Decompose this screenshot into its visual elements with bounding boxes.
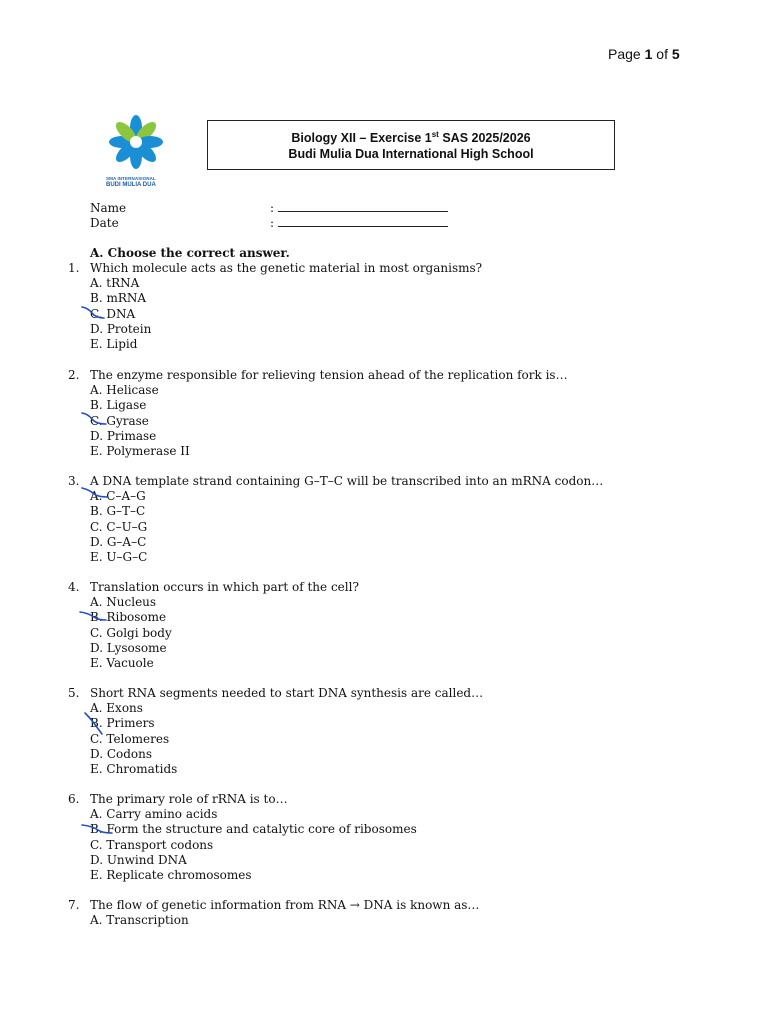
- question-text: The primary role of rRNA is to…: [90, 792, 288, 806]
- name-blank[interactable]: [278, 201, 448, 212]
- question-number: 3.: [68, 474, 80, 488]
- question: [68, 261, 482, 352]
- answer-check-mark: [80, 485, 110, 501]
- question-text: Which molecule acts as the genetic material in most organisms?: [90, 261, 483, 275]
- option[interactable]: E. U–G–C: [90, 550, 148, 565]
- question-text: Short RNA segments needed to start DNA synthesis are called…: [90, 686, 484, 700]
- option[interactable]: A. Carry amino acids: [90, 807, 218, 822]
- option[interactable]: A. tRNA: [90, 276, 140, 291]
- header-school: Budi Mulia Dua International High School: [288, 147, 534, 162]
- option[interactable]: C. C–U–G: [90, 519, 148, 534]
- logo-caption-main: BUDI MULIA DUA: [106, 182, 156, 188]
- option[interactable]: D. Lysosome: [90, 640, 167, 655]
- name-field[interactable]: Name :: [90, 201, 448, 215]
- page-total: 5: [671, 46, 680, 62]
- option[interactable]: E. Replicate chromosomes: [90, 868, 252, 883]
- page-number: [608, 46, 680, 62]
- option[interactable]: C. Transport codons: [90, 837, 214, 852]
- question-number: 1.: [68, 261, 80, 275]
- header-box: [207, 120, 615, 170]
- option[interactable]: D. Codons: [90, 746, 153, 761]
- question-text: A DNA template strand containing G–T–C will be transcribed into an mRNA codon…: [90, 474, 604, 488]
- option[interactable]: B. Primers: [90, 716, 155, 731]
- question: [68, 686, 483, 777]
- date-blank[interactable]: [278, 216, 448, 227]
- option[interactable]: B. Ribosome: [90, 610, 167, 625]
- option[interactable]: B. Form the structure and catalytic core of ribosomes: [90, 822, 417, 837]
- option[interactable]: B. mRNA: [90, 291, 147, 306]
- date-field[interactable]: Date :: [90, 216, 448, 230]
- page-of: of: [656, 46, 668, 62]
- section-title: A. Choose the correct answer.: [90, 246, 290, 260]
- question-number: 7.: [68, 898, 80, 912]
- option[interactable]: A. C–A–G: [90, 489, 146, 504]
- page-label: Page: [608, 46, 641, 62]
- option[interactable]: E. Polymerase II: [90, 444, 190, 459]
- question-text: The enzyme responsible for relieving tension ahead of the replication fork is…: [90, 368, 568, 382]
- option[interactable]: D. G–A–C: [90, 534, 147, 549]
- answer-check-mark: [78, 608, 108, 624]
- question-number: 6.: [68, 792, 80, 806]
- question-text: Translation occurs in which part of the cell?: [90, 580, 359, 594]
- option[interactable]: A. Nucleus: [90, 595, 157, 610]
- option[interactable]: D. Unwind DNA: [90, 852, 187, 867]
- option[interactable]: E. Vacuole: [90, 656, 154, 671]
- answer-check-mark: [80, 304, 108, 322]
- question: [68, 580, 359, 671]
- answer-check-mark: [82, 710, 106, 736]
- question-text: The flow of genetic information from RNA → DNA is known as…: [90, 898, 480, 912]
- header-title: Biology XII – Exercise 1st SAS 2025/2026: [291, 130, 531, 146]
- option[interactable]: B. G–T–C: [90, 504, 146, 519]
- option[interactable]: C. Golgi body: [90, 625, 172, 640]
- question: [68, 368, 568, 459]
- page-current: 1: [644, 46, 653, 62]
- name-label: Name: [90, 201, 127, 215]
- logo-center: [130, 136, 142, 148]
- option[interactable]: A. Transcription: [90, 913, 189, 928]
- option[interactable]: A. Exons: [90, 701, 143, 716]
- option[interactable]: D. Protein: [90, 321, 152, 336]
- answer-check-mark: [80, 410, 108, 428]
- logo-caption-small: SMA INTERNASIONAL: [106, 176, 156, 181]
- question: [68, 898, 479, 928]
- question: [68, 792, 417, 883]
- question-number: 4.: [68, 580, 80, 594]
- date-label: Date: [90, 216, 119, 230]
- option[interactable]: E. Lipid: [90, 337, 138, 352]
- option[interactable]: B. Ligase: [90, 398, 147, 413]
- option[interactable]: C. Gyrase: [90, 413, 149, 428]
- question-number: 5.: [68, 686, 80, 700]
- question-number: 2.: [68, 368, 80, 382]
- option[interactable]: C. DNA: [90, 306, 136, 321]
- question: [68, 474, 603, 565]
- option[interactable]: E. Chromatids: [90, 762, 178, 777]
- option[interactable]: A. Helicase: [90, 383, 159, 398]
- option[interactable]: D. Primase: [90, 428, 157, 443]
- answer-check-mark: [80, 821, 114, 837]
- option[interactable]: C. Telomeres: [90, 731, 170, 746]
